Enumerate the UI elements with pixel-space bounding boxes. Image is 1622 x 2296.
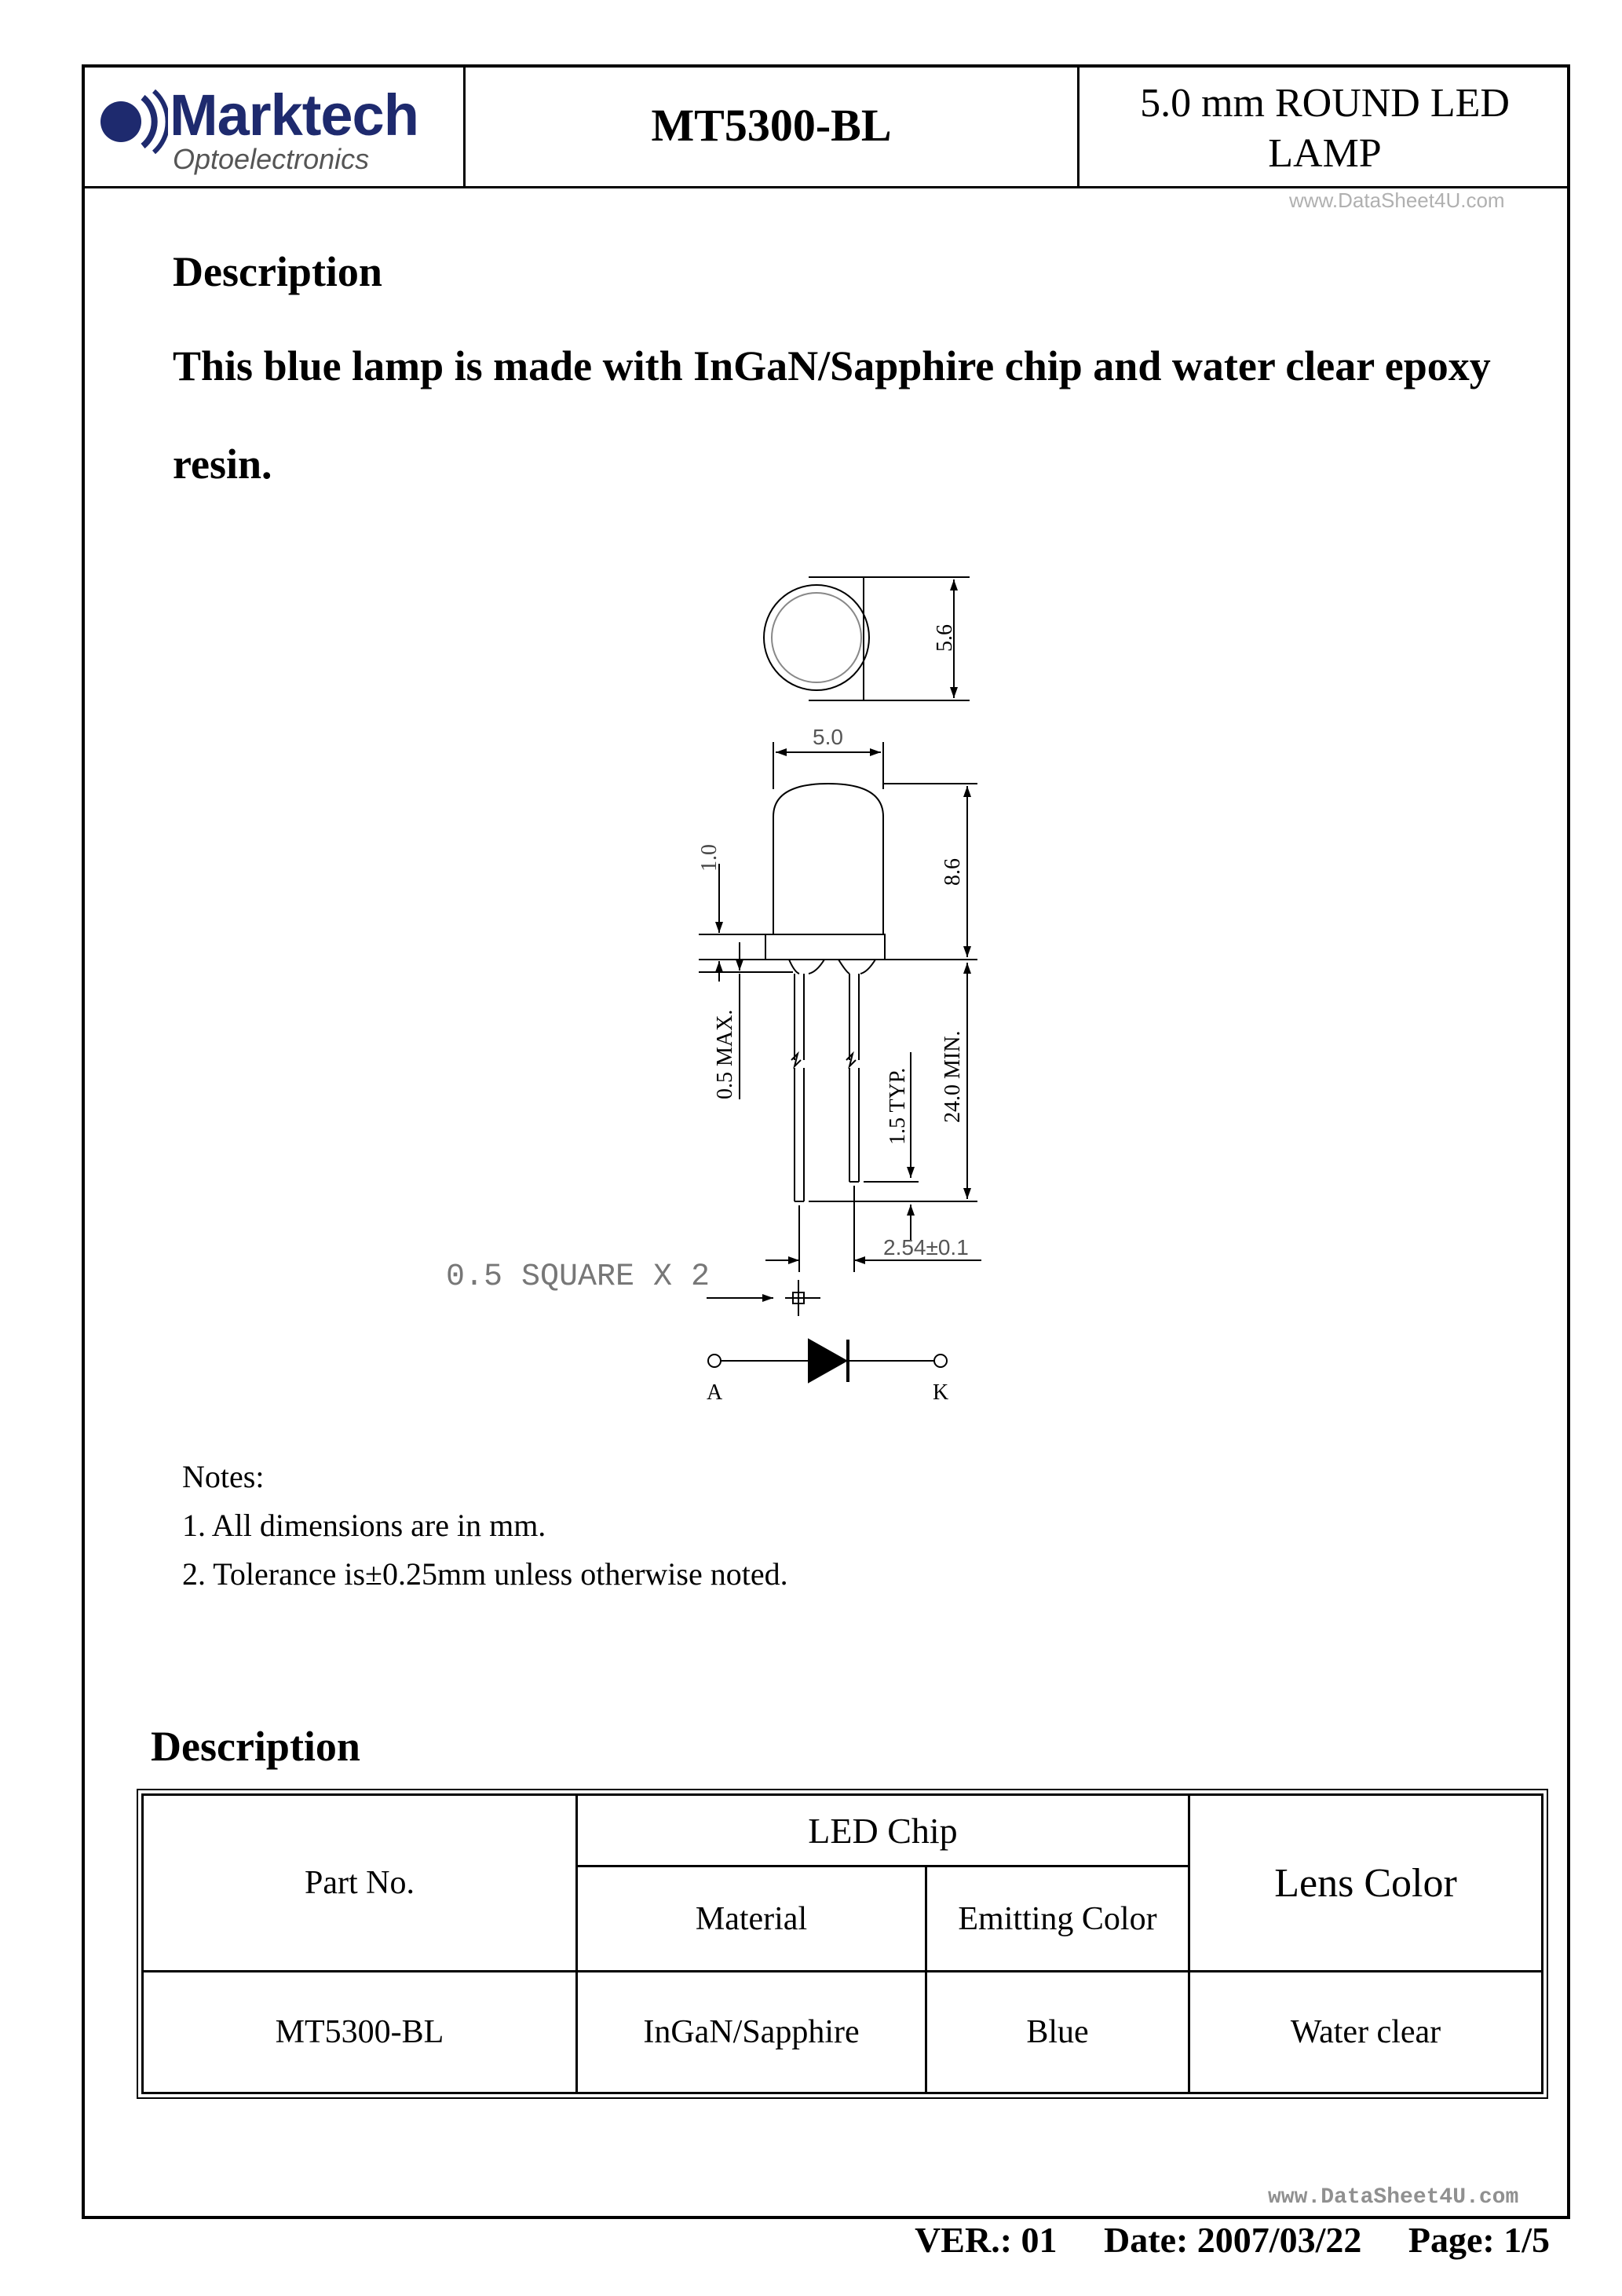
footer-version: VER.: 01 (915, 2220, 1058, 2260)
footer-date: Date: 2007/03/22 (1104, 2220, 1362, 2260)
footer-page: Page: 1/5 (1408, 2220, 1550, 2260)
dim-flange: 1.0 (697, 844, 721, 872)
part-number-title: MT5300-BL (651, 100, 892, 151)
cell-material: InGaN/Sapphire (643, 2014, 860, 2050)
logo-subtitle: Optoelectronics (173, 143, 370, 175)
cell-part-no: MT5300-BL (275, 2014, 444, 2050)
led-dimension-drawing (424, 550, 1021, 1421)
product-title (1080, 79, 1570, 179)
product-title-line2: LAMP (1268, 131, 1382, 176)
header-led-chip: LED Chip (808, 1810, 958, 1851)
dim-top-view-height: 5.6 (933, 624, 957, 652)
dim-lead-typ: 1.5 TYP. (886, 1067, 910, 1145)
dim-pitch: 2.54±0.1 (883, 1235, 969, 1260)
diode-symbol (708, 1340, 947, 1382)
header (82, 64, 1570, 188)
header-material: Material (695, 1900, 808, 1937)
section-heading: Description (173, 248, 382, 295)
led-flange (765, 934, 885, 960)
lead-note: 0.5 SQUARE X 2 (446, 1260, 711, 1295)
note-item: 1. All dimensions are in mm. (182, 1508, 546, 1543)
logo-mark-icon (97, 86, 168, 157)
watermark-bottom: www.DataSheet4U.com (1268, 2185, 1519, 2210)
anode-label: A (707, 1380, 723, 1405)
section-heading: Description (151, 1723, 360, 1770)
led-body-outline (773, 784, 883, 934)
header-lens-color: Lens Color (1274, 1860, 1457, 1906)
company-logo (97, 80, 455, 174)
footer (877, 2219, 1550, 2261)
product-title-line1: 5.0 mm ROUND LED (1140, 81, 1510, 126)
dim-lead-length: 24.0 MIN. (941, 1030, 965, 1123)
dim-body-height: 8.6 (941, 858, 965, 886)
dim-resin-max: 0.5 MAX. (713, 1009, 737, 1099)
watermark-top: www.DataSheet4U.com (1289, 188, 1505, 212)
description-text-line1: This blue lamp is made with InGaN/Sapphire chip and water clear epoxy (173, 342, 1491, 389)
description-text-line2: resin. (173, 441, 272, 488)
dim-body-diameter: 5.0 (813, 725, 843, 749)
notes-title: Notes: (182, 1459, 265, 1494)
cathode-label: K (933, 1380, 949, 1405)
header-part-no: Part No. (305, 1865, 415, 1901)
note-item: 2. Tolerance is±0.25mm unless otherwise noted. (182, 1556, 788, 1592)
spec-table (141, 1793, 1543, 2094)
logo-wordmark: Marktech (170, 82, 418, 148)
cell-emitting-color: Blue (1026, 2014, 1089, 2050)
header-emitting-color: Emitting Color (958, 1900, 1157, 1937)
led-leads (789, 960, 875, 1201)
notes (182, 1453, 788, 1599)
cell-lens-color: Water clear (1290, 2014, 1441, 2050)
